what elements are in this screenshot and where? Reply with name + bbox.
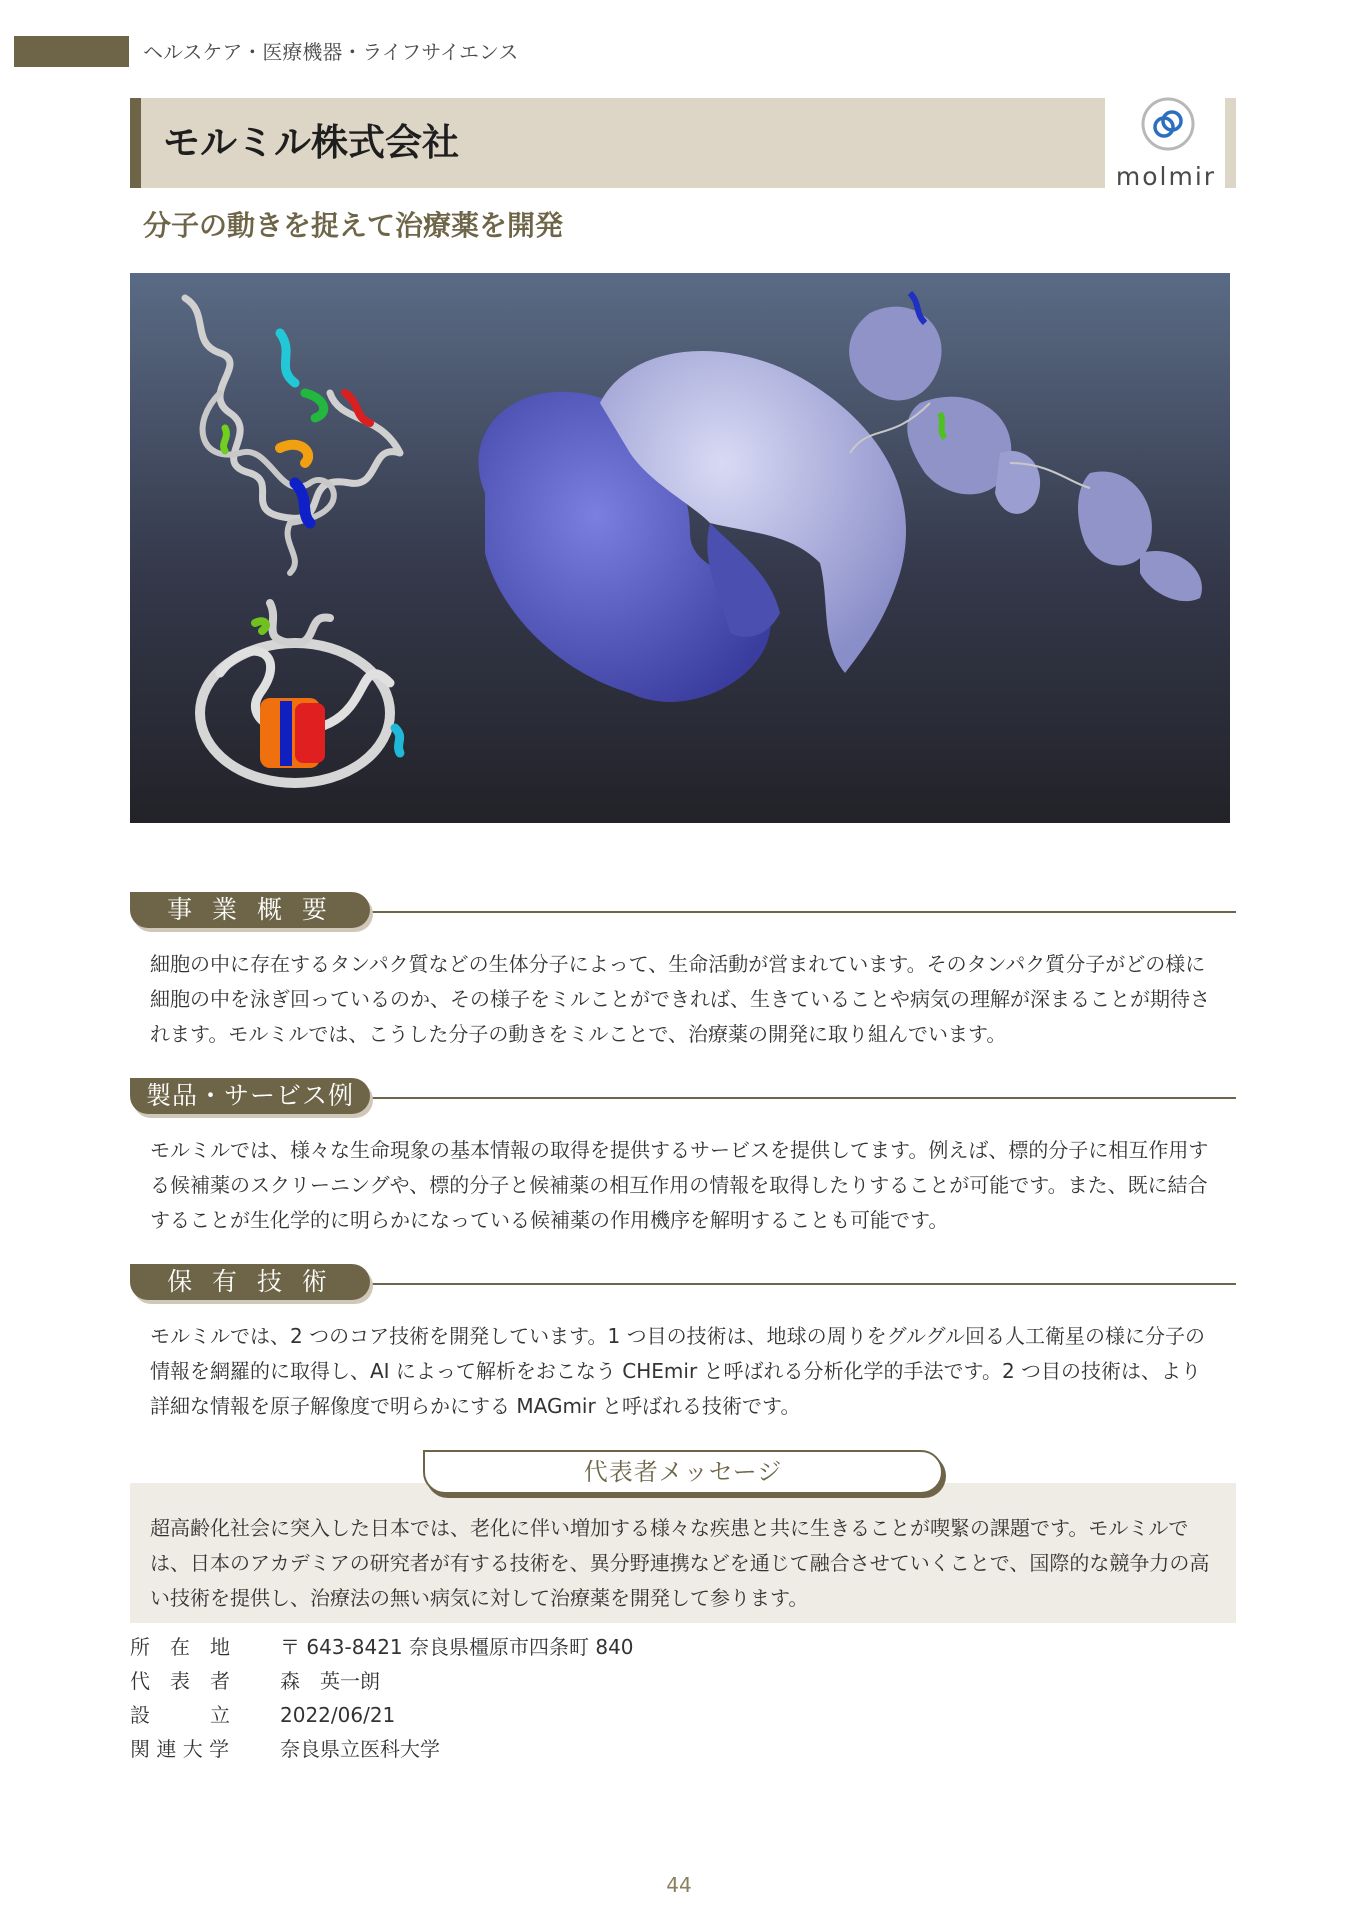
section-heading: 事 業 概 要 [167, 895, 333, 924]
message-tab [423, 1450, 943, 1494]
section-header-products [130, 1078, 1236, 1120]
title-accent [130, 98, 141, 188]
info-value: 〒 643-8421 奈良県橿原市四条町 840 [280, 1635, 634, 1659]
section-tab [130, 1078, 370, 1114]
company-logo [1108, 96, 1224, 192]
section-body-products: モルミルでは、様々な生命現象の基本情報の取得を提供するサービスを提供してます。例えば、標的分子に相互作用する候補薬のスクリーニングや、標的分子と候補薬の相互作用の情報を取得したりすることが可能です。また、既に結合することが生化学的に明らかになっている候補薬の作用機序を解明することも可能です。 [150, 1138, 1209, 1232]
category-bar [14, 36, 129, 67]
section-tab [130, 1264, 370, 1300]
message-box [130, 1483, 1236, 1623]
section-tab [130, 892, 370, 928]
info-row-university [130, 1732, 634, 1766]
protein-structure-image [130, 273, 1230, 823]
section-heading: 保 有 技 術 [167, 1267, 333, 1296]
category-label: ヘルスケア・医療機器・ライフサイエンス [143, 40, 519, 64]
info-value: 奈良県立医科大学 [280, 1737, 440, 1761]
section-rule [370, 911, 1236, 913]
section-header-technology [130, 1264, 1236, 1306]
info-value: 2022/06/21 [280, 1703, 396, 1727]
section-heading: 製品・サービス例 [145, 1081, 354, 1110]
info-label: 設 立 [130, 1703, 230, 1727]
company-name: モルミル株式会社 [163, 121, 459, 164]
company-info [130, 1630, 634, 1766]
logo-wordmark: molmir [1115, 162, 1217, 191]
section-header-business [130, 892, 1236, 934]
message-body: 超高齢化社会に突入した日本では、老化に伴い増加する様々な疾患と共に生きることが喫緊の課題です。モルミルでは、日本のアカデミアの研究者が有する技術を、異分野連携などを通じて融合させていくことで、国際的な競争力の高い技術を提供し、治療法の無い病気に対して治療薬を開発して参ります。 [150, 1516, 1210, 1610]
subtitle: 分子の動きを捉えて治療薬を開発 [143, 209, 564, 242]
section-body-technology: モルミルでは、2 つのコア技術を開発しています。1 つ目の技術は、地球の周りをグルグル回る人工衛星の様に分子の情報を網羅的に取得し、AI によって解析をおこなう CHEmir と呼ばれる分析化学的手法です。2 つ目の技術は、より詳細な情報を原子解像度で明らかにする MAGmir と呼ばれる技術です。 [150, 1324, 1205, 1418]
logo-side-bar [1225, 98, 1236, 188]
info-label: 所 在 地 [130, 1635, 230, 1659]
section-rule [370, 1097, 1236, 1099]
message-heading: 代表者メッセージ [583, 1458, 783, 1486]
molmir-logo-icon [1140, 96, 1196, 156]
page-number: 44 [666, 1873, 692, 1897]
info-value: 森 英一朗 [280, 1669, 380, 1693]
title-band [130, 98, 1105, 188]
info-label: 関 連 大 学 [130, 1737, 230, 1761]
info-row-address [130, 1630, 634, 1664]
section-body-business: 細胞の中に存在するタンパク質などの生体分子によって、生命活動が営まれています。そのタンパク質分子がどの様に細胞の中を泳ぎ回っているのか、その様子をミルことができれば、生きていることや病気の理解が深まることが期待されます。モルミルでは、こうした分子の動きをミルことで、治療薬の開発に取り組んでいます。 [150, 952, 1210, 1046]
info-row-established [130, 1698, 634, 1732]
info-label: 代 表 者 [130, 1669, 230, 1693]
info-row-representative [130, 1664, 634, 1698]
section-rule [370, 1283, 1236, 1285]
